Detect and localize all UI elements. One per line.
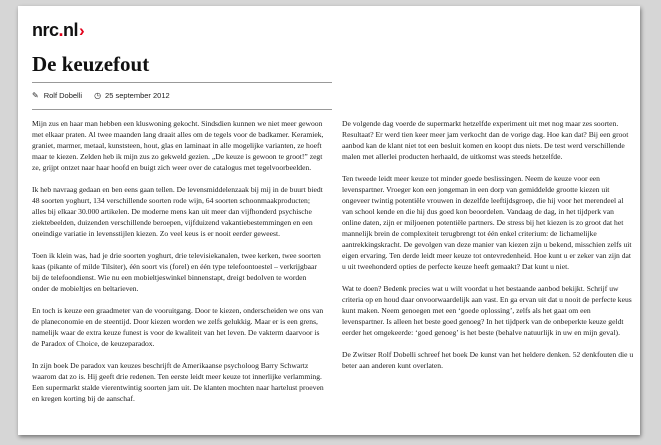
publish-date: 25 september 2012 <box>105 91 170 100</box>
paragraph: Toen ik klein was, had je drie soorten yoghurt, drie televisiekanalen, twee kerken, twee soorten kaas (pikante of milde Tilsiter), één soort vis (forel) en één type telefoontoestel – verkrijgbaar bij de telefoondienst. Wie nu een mobieltjeswinkel binnenstapt, dreigt bedolven te worden onder de mobieltjes en beltarieven. <box>32 251 321 293</box>
clock-icon: ◷ <box>94 91 102 100</box>
article-title: De keuzefout <box>32 52 150 76</box>
pen-icon: ✎ <box>32 91 39 100</box>
nrc-logo[interactable] <box>32 20 84 41</box>
logo-dot: . <box>58 20 64 40</box>
chevron-right-icon: › <box>79 21 85 40</box>
paragraph: Mijn zus en haar man hebben een kluswoning gekocht. Sindsdien kunnen we niet meer gewoon met elkaar praten. Al twee maanden lang draait alles om de tegels voor de badkamer. Keramiek, graniet, marmer, metaal, kunststeen, hout, glas en laminaat in alle mogelijke varianten, ze hoeft maar te kiezen. Zelden heb ik mijn zus zo gekweld gezien. „De keuze is gewoon te groot!” zegt ze, grijpt ontzet naar haar hoofd en buigt zich weer over de catalogus met tegelvoorbeelden. <box>32 119 324 172</box>
title-divider <box>32 82 332 83</box>
article-column-left <box>32 118 324 415</box>
author-name: Rolf Dobelli <box>43 91 83 100</box>
paragraph: De volgende dag voerde de supermarkt hetzelfde experiment uit met nog maar zes soorten. Resultaat? Er werd tien keer meer jam verkocht dan de vorige dag. Hoe kan dat? Bij een groot aanbod kan de klant niet tot een besluit komen en koopt dus niets. De test werd verschillende malen met allerlei producten herhaald, de uitkomst was steeds hetzelfde. <box>342 119 629 161</box>
article-column-right <box>342 118 634 382</box>
paragraph: Wat te doen? Bedenk precies wat u wilt voordat u het bestaande aanbod bekijkt. Schrijf uw criteria op en houd daar onvoorwaardelijk aan vast. En ga ervan uit dat u nooit de perfecte keus kunt maken. Neem genoegen met een ‘goede oplossing’, zelfs als het gaat om een levenspartner. Is alleen het beste goed genoeg? In het tijdperk van de onbeperkte keuze geldt eerder het omgekeerde: ‘goed genoeg’ is het beste (behalve natuurlijk in uw en mijn geval). <box>342 284 632 337</box>
paragraph: In zijn boek De paradox van keuzes beschrijft de Amerikaanse psycholoog Barry Schwartz waarom dat zo is. Hij geeft drie redenen. Ten eerste leidt meer keuze tot innerlijke verlamming. Een supermarkt stalde vierentwintig soorten jam uit. De klanten mochten naar hartelust proeven en kregen korting bij de aanschaf. <box>32 361 324 403</box>
article-page <box>18 6 640 435</box>
paragraph: De Zwitser Rolf Dobelli schreef het boek De kunst van het heldere denken. 52 denkfouten die u beter aan anderen kunt overlaten. <box>342 350 634 370</box>
logo-nl: nl <box>63 20 79 40</box>
byline-divider <box>32 109 332 110</box>
paragraph: Ten tweede leidt meer keuze tot minder goede beslissingen. Neem de keuze voor een levenspartner. Vroeger kon een jongeman in een dorp van gemiddelde grootte kiezen uit ongeveer twintig potentiële vrouwen in dezelfde leeftijdsgroep, die hij voor het merendeel al van school kende en die hij dus goed kon beoordelen. Vandaag de dag, in het tijdperk van online daten, zijn er miljoenen potentiële partners. De stress bij het kiezen is zo groot dat het mannelijk brein de complexiteit terugbrengt tot één enkel criterium: de lichamelijke aantrekkingskracht. De gevolgen van deze manier van kiezen zijn u bekend, misschien zelfs uit eigen ervaring. Ten derde leidt meer keuze tot ontevredenheid. Hoe kunt u er zeker van zijn dat u uit tweehonderd opties de perfecte keuze heeft gemaakt? Dat kunt u niet. <box>342 174 632 271</box>
paragraph: En toch is keuze een graadmeter van de vooruitgang. Door te kiezen, onderscheiden we ons van de planeconomie en de steentijd. Door kiezen worden we zelfs gelukkig. Maar er is een grens, namelijk waar de extra keuze funest is voor de kwaliteit van het leven. De vakterm daarvoor is de Paradox of Choice, de keuzeparadox. <box>32 306 324 348</box>
byline <box>32 91 170 100</box>
paragraph: Ik heb navraag gedaan en ben eens gaan tellen. De levensmiddelenzaak bij mij in de buurt biedt 48 soorten yoghurt, 134 verschillende soorten rode wijn, 64 soorten schoonmaakproducten; alles bij elkaar 30.000 artikelen. De moderne mens kan uit meer dan vijfhonderd psychische ziektebeelden, duizenden verschillende beroepen, vijfduizend vakantiebestemmingen en een oneindige variatie in levensstijlen kiezen. Zo veel keus is er nooit eerder geweest. <box>32 185 323 238</box>
logo-main: nrc <box>32 20 59 40</box>
